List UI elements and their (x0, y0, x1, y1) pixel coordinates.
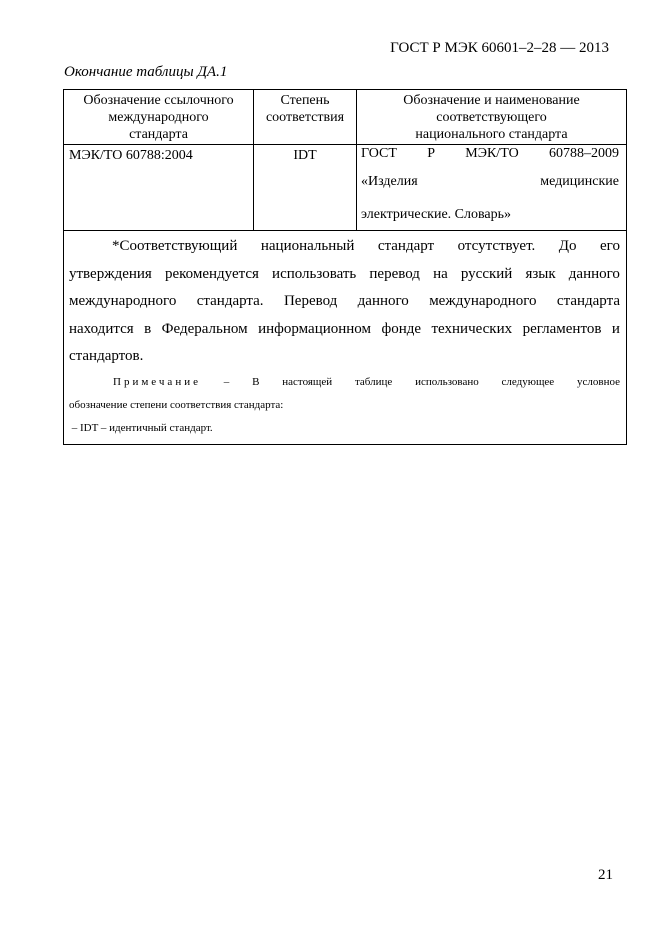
national-line-1: ГОСТ Р МЭК/ТО 60788–2009 (361, 146, 619, 161)
note-line-3: – IDT – идентичный стандарт. (69, 421, 213, 434)
national-line-2: «Изделия медицинские (361, 174, 619, 189)
col-header-national: Обозначение и наименование соответствующего национального стандарта (357, 90, 627, 145)
footnote-line-3: международного стандарта. Перевод данного международного стандарта (69, 293, 620, 309)
cell-degree: IDT (254, 145, 357, 231)
document-code: ГОСТ Р МЭК 60601–2–28 — 2013 (390, 40, 609, 56)
national-line-3: электрические. Словарь» (361, 207, 512, 222)
table-header-row (64, 90, 627, 145)
note-line-1: Примечание – В настоящей таблице использовано следующее условное (69, 371, 620, 394)
table-row (64, 145, 627, 231)
cell-reference: МЭК/ТО 60788:2004 (64, 145, 254, 231)
footnote-line-1: *Соответствующий национальный стандарт отсутствует. До его (112, 238, 620, 254)
col-header-degree: Степень соответствия (254, 90, 357, 145)
footnote-line-4: находится в Федеральном информационном фонде технических регламентов и (69, 320, 620, 337)
footnote-line-5: стандартов. (69, 348, 144, 364)
footnote-line-2: утверждения рекомендуется использовать перевод на русский язык данного (69, 265, 620, 282)
table-caption: Окончание таблицы ДА.1 (64, 64, 228, 80)
note-line-2: обозначение степени соответствия стандарта: (69, 398, 284, 411)
col-header-reference: Обозначение ссылочного международного стандарта (64, 90, 254, 145)
reference-table (63, 89, 627, 445)
cell-national (357, 145, 627, 231)
footnote-cell (64, 231, 627, 445)
footnote-row (64, 231, 627, 445)
note-label: Примечание (113, 375, 201, 388)
page-number: 21 (598, 867, 613, 883)
